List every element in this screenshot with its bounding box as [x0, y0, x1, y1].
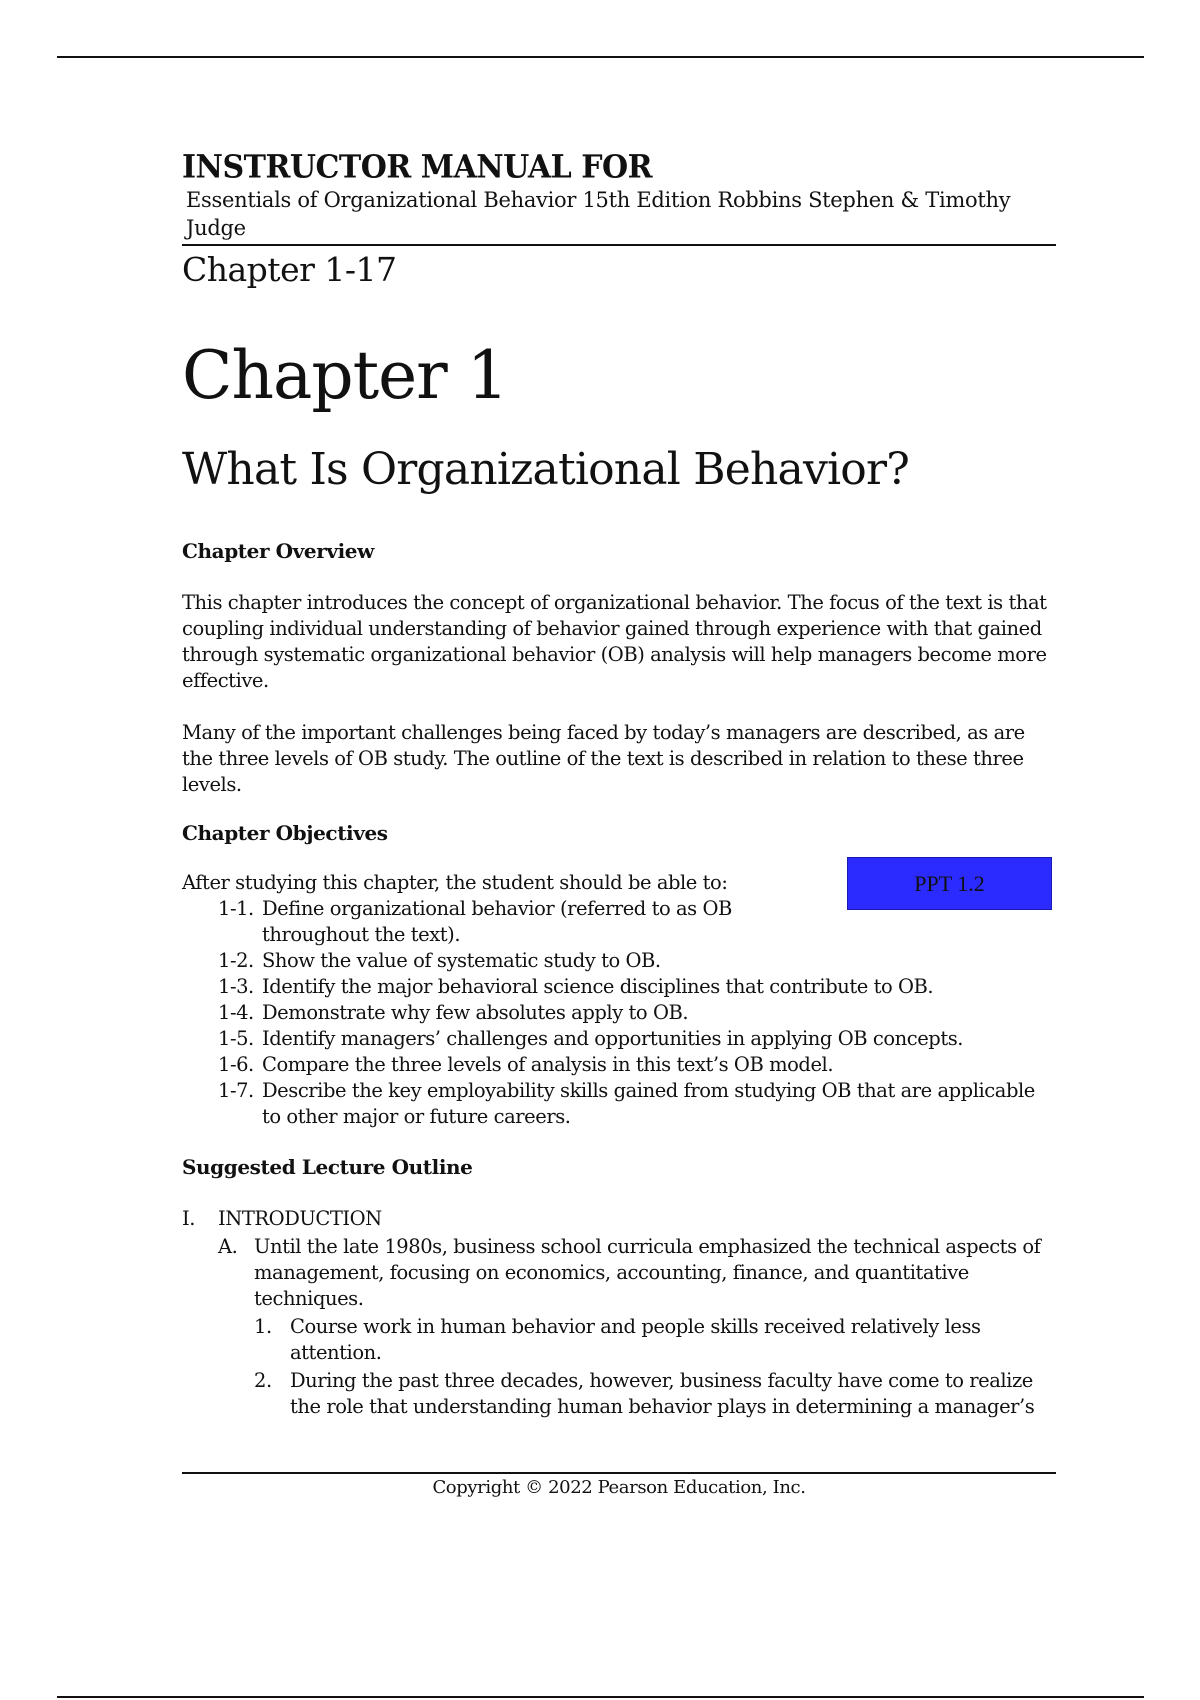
top-page-rule — [57, 56, 1144, 58]
outline-point-row — [182, 1314, 1056, 1366]
objective-item — [182, 948, 1056, 974]
objective-item — [182, 1000, 1056, 1026]
bottom-page-rule — [57, 1696, 1144, 1698]
objective-number: 1-1. — [218, 897, 254, 920]
outline-subsection-text: Until the late 1980s, business school curricula emphasized the technical aspects of management, focusing on economics, accounting, finance, and quantitative techniques. — [254, 1235, 1041, 1310]
objective-item — [182, 974, 1056, 1000]
objective-text: Identify managers’ challenges and opportunities in applying OB concepts. — [262, 1027, 964, 1050]
objectives-list — [182, 896, 1056, 1130]
chapter-number-heading: Chapter 1 — [182, 337, 508, 414]
objective-number: 1-5. — [218, 1027, 254, 1050]
outline-point-text: Course work in human behavior and people skills received relatively less attention. — [290, 1315, 981, 1364]
objective-item — [182, 1052, 1056, 1078]
objective-item — [182, 1026, 1056, 1052]
overview-heading: Chapter Overview — [182, 539, 374, 563]
book-title: Essentials of Organizational Behavior 15th Edition Robbins Stephen & Timothy Judge — [186, 188, 1011, 240]
ppt-slide-label: PPT 1.2 — [914, 870, 985, 896]
outline-section-mark: I. — [182, 1207, 196, 1230]
objective-number: 1-6. — [218, 1053, 254, 1076]
copyright-footer: Copyright © 2022 Pearson Education, Inc. — [432, 1477, 806, 1498]
chapter-range: Chapter 1-17 — [182, 250, 397, 289]
lecture-outline-heading: Suggested Lecture Outline — [182, 1155, 473, 1179]
outline-subsection-row — [182, 1234, 1056, 1312]
objective-number: 1-2. — [218, 949, 254, 972]
outline-point-text: During the past three decades, however, business faculty have come to realize the role that understanding human behavior plays in determining a manager’s — [290, 1369, 1035, 1418]
document-page — [182, 150, 1056, 1420]
footer-divider — [182, 1472, 1056, 1474]
objective-text: Demonstrate why few absolutes apply to OB. — [262, 1001, 689, 1024]
outline-point-mark: 2. — [254, 1369, 272, 1392]
overview-paragraph-1: This chapter introduces the concept of organizational behavior. The focus of the text is that coupling individual understanding of behavior gained through experience with that gained through systematic organizational behavior (OB) analysis will help managers become more effective. — [182, 591, 1047, 692]
objective-number: 1-7. — [218, 1079, 254, 1102]
overview-paragraph-2: Many of the important challenges being faced by today’s managers are described, as are the three levels of OB study. The outline of the text is described in relation to these three levels. — [182, 721, 1025, 796]
objective-text: Show the value of systematic study to OB. — [262, 949, 661, 972]
manual-title: INSTRUCTOR MANUAL FOR — [182, 149, 653, 186]
objectives-intro: After studying this chapter, the student should be able to: — [182, 871, 728, 894]
objective-text: Describe the key employability skills gained from studying OB that are applicable to other major or future careers. — [262, 1079, 1035, 1128]
outline-section-row — [182, 1206, 1056, 1232]
header-divider — [182, 244, 1056, 246]
objective-text: Define organizational behavior (referred to as OB throughout the text). — [262, 897, 732, 946]
chapter-title: What Is Organizational Behavior? — [182, 444, 909, 495]
objective-item — [182, 1078, 1056, 1130]
objectives-heading: Chapter Objectives — [182, 821, 388, 845]
objective-text: Identify the major behavioral science disciplines that contribute to OB. — [262, 975, 934, 998]
objective-text: Compare the three levels of analysis in this text’s OB model. — [262, 1053, 834, 1076]
outline-point-row — [182, 1368, 1056, 1420]
objective-number: 1-3. — [218, 975, 254, 998]
outline-section-title: INTRODUCTION — [218, 1207, 382, 1230]
ppt-slide-badge — [847, 857, 1052, 910]
objective-number: 1-4. — [218, 1001, 254, 1024]
outline-subsection-mark: A. — [218, 1235, 238, 1258]
outline-point-mark: 1. — [254, 1315, 272, 1338]
